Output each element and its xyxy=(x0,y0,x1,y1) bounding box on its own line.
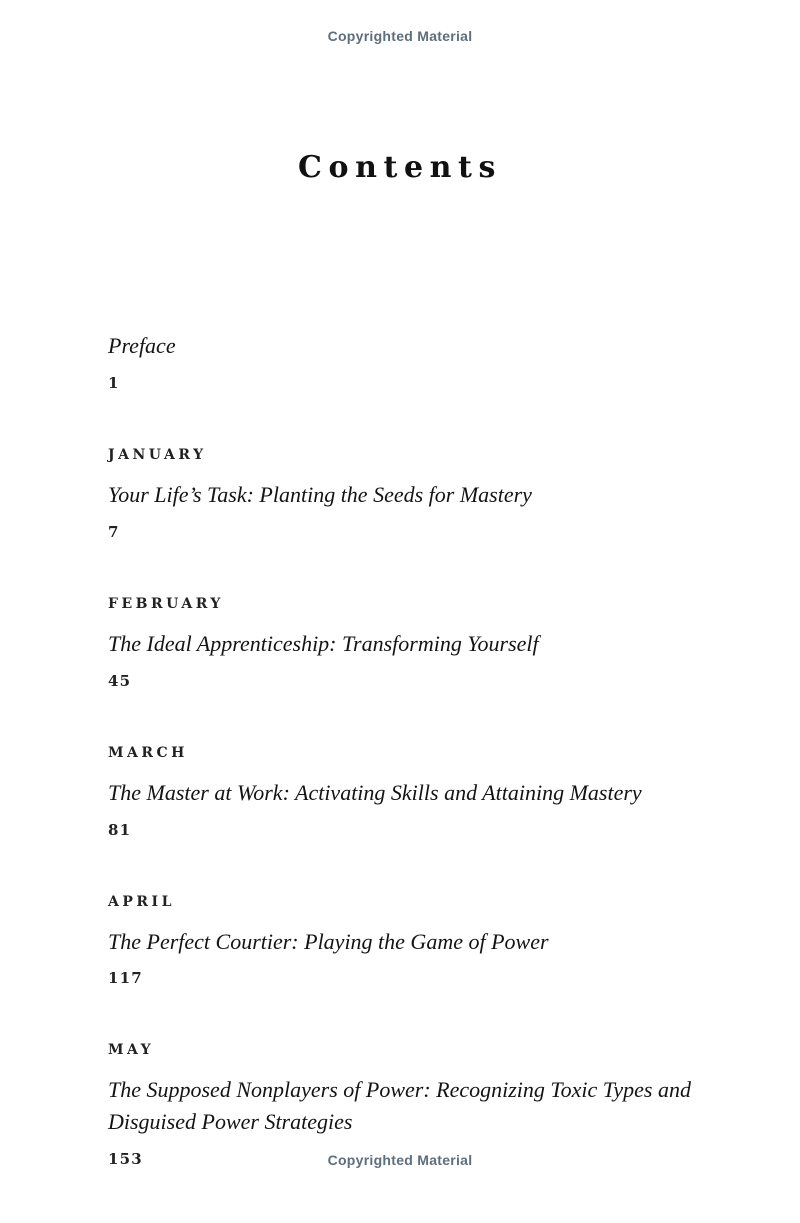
entry-title: The Perfect Courtier: Playing the Game of Power xyxy=(108,928,549,954)
entry-page-number: 81 xyxy=(108,820,132,839)
entry-title: The Master at Work: Activating Skills and Attaining Mastery xyxy=(108,779,642,805)
entry-page-number: 1 xyxy=(108,373,120,392)
entry-month-label: JANUARY xyxy=(108,446,207,463)
toc-entry-january xyxy=(108,447,720,541)
entry-page-number: 7 xyxy=(108,522,120,541)
toc-entry-may xyxy=(108,1042,720,1168)
entry-month-label: MARCH xyxy=(108,744,188,761)
toc-entry-march xyxy=(108,745,720,839)
table-of-contents xyxy=(108,330,720,1223)
entry-page-number: 153 xyxy=(108,1150,143,1169)
entry-page-number: 117 xyxy=(108,969,143,988)
entry-month-label: MAY xyxy=(108,1042,155,1059)
toc-entry-preface xyxy=(108,330,720,392)
copyright-watermark-top: Copyrighted Material xyxy=(327,28,473,44)
entry-title: The Supposed Nonplayers of Power: Recognizing Toxic Types and Disguised Power Strategies xyxy=(108,1077,691,1135)
entry-title: Your Life’s Task: Planting the Seeds for Mastery xyxy=(108,481,532,507)
entry-month-label: APRIL xyxy=(108,893,175,910)
copyright-watermark-bottom: Copyrighted Material xyxy=(327,1152,473,1168)
toc-entry-april xyxy=(108,894,720,988)
entry-title: Preface xyxy=(108,333,176,358)
page-title: Contents xyxy=(297,150,502,185)
toc-entry-february xyxy=(108,596,720,690)
entry-page-number: 45 xyxy=(108,671,132,690)
entry-title: The Ideal Apprenticeship: Transforming Yourself xyxy=(108,630,539,656)
entry-month-label: FEBRUARY xyxy=(108,595,224,612)
